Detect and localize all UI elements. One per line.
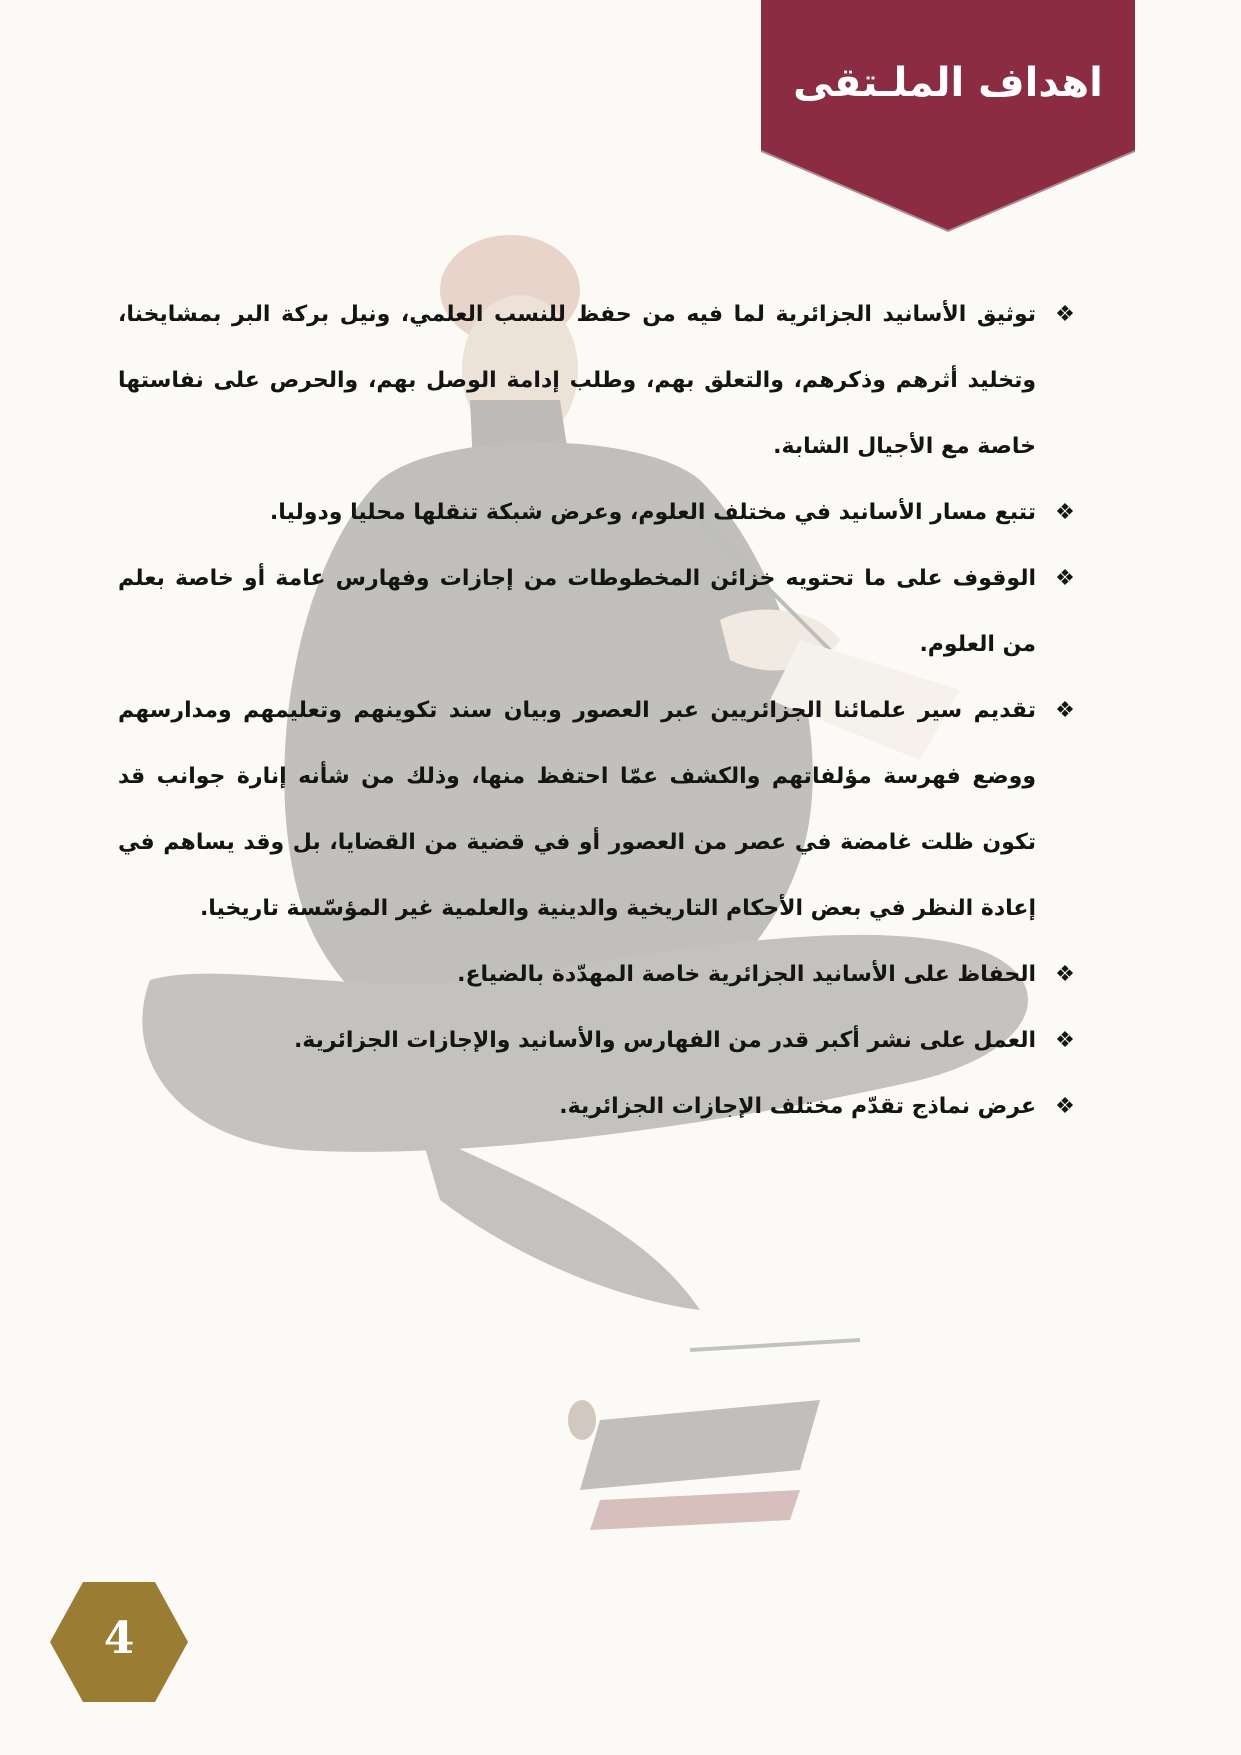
page-number: 4 (103, 1613, 135, 1664)
diamond-bullet-icon: ❖ (1055, 566, 1075, 591)
robe-fold-shape (420, 1130, 700, 1310)
objective-text: تقديم سير علمائنا الجزائريين عبر العصور وبيان سند تكوينهم وتعليمهم ومدارسهم ووضع فهرسة مؤلفاتهم والكشف عمّا احتفظ منها، وذلك من شأنه إنارة جوانب قد تكون ظلت غامضة في عصر من العصور أو في قضية من القضايا، بل وقد يساهم في إعادة النظر في بعض الأحكام التاريخية والدينية والعلمية غير المؤسّسة تاريخيا. (118, 698, 1036, 921)
objective-text: الحفاظ على الأسانيد الجزائرية خاصة المهدّدة بالضياع. (457, 962, 1036, 987)
list-item (118, 546, 1080, 678)
objective-text: عرض نماذج تقدّم مختلف الإجازات الجزائرية. (559, 1094, 1036, 1119)
title-banner (758, 0, 1138, 232)
list-item (118, 480, 1080, 546)
list-item (118, 1074, 1080, 1140)
book-shape (590, 1490, 800, 1530)
list-item (118, 1008, 1080, 1074)
page-title: اهداف الملـتقى (793, 60, 1103, 106)
diamond-bullet-icon: ❖ (1055, 302, 1075, 327)
reed-pen-shape (690, 1340, 860, 1350)
diamond-bullet-icon: ❖ (1055, 500, 1075, 525)
list-item (118, 942, 1080, 1008)
objective-text: توثيق الأسانيد الجزائرية لما فيه من حفظ للنسب العلمي، ونيل بركة البر بمشايخنا، وتخليد أثرهم وذكرهم، والتعلق بهم، وطلب إدامة الوصل بهم، والحرص على نفاستها خاصة مع الأجيال الشابة. (118, 302, 1036, 459)
list-item (118, 282, 1080, 480)
objective-text: العمل على نشر أكبر قدر من الفهارس والأسانيد والإجازات الجزائرية. (293, 1028, 1036, 1053)
diamond-bullet-icon: ❖ (1055, 1028, 1075, 1053)
diamond-bullet-icon: ❖ (1055, 698, 1075, 723)
objective-text: الوقوف على ما تحتويه خزائن المخطوطات من إجازات وفهارس عامة أو خاصة بعلم من العلوم. (118, 566, 1036, 657)
diamond-bullet-icon: ❖ (1055, 962, 1075, 987)
objective-text: تتبع مسار الأسانيد في مختلف العلوم، وعرض شبكة تنقلها محليا ودوليا. (269, 500, 1036, 525)
writing-tablet-shape (580, 1400, 820, 1490)
list-item (118, 678, 1080, 942)
objectives-list (118, 282, 1080, 1140)
inkwell-shape (568, 1400, 596, 1440)
diamond-bullet-icon: ❖ (1055, 1094, 1075, 1119)
